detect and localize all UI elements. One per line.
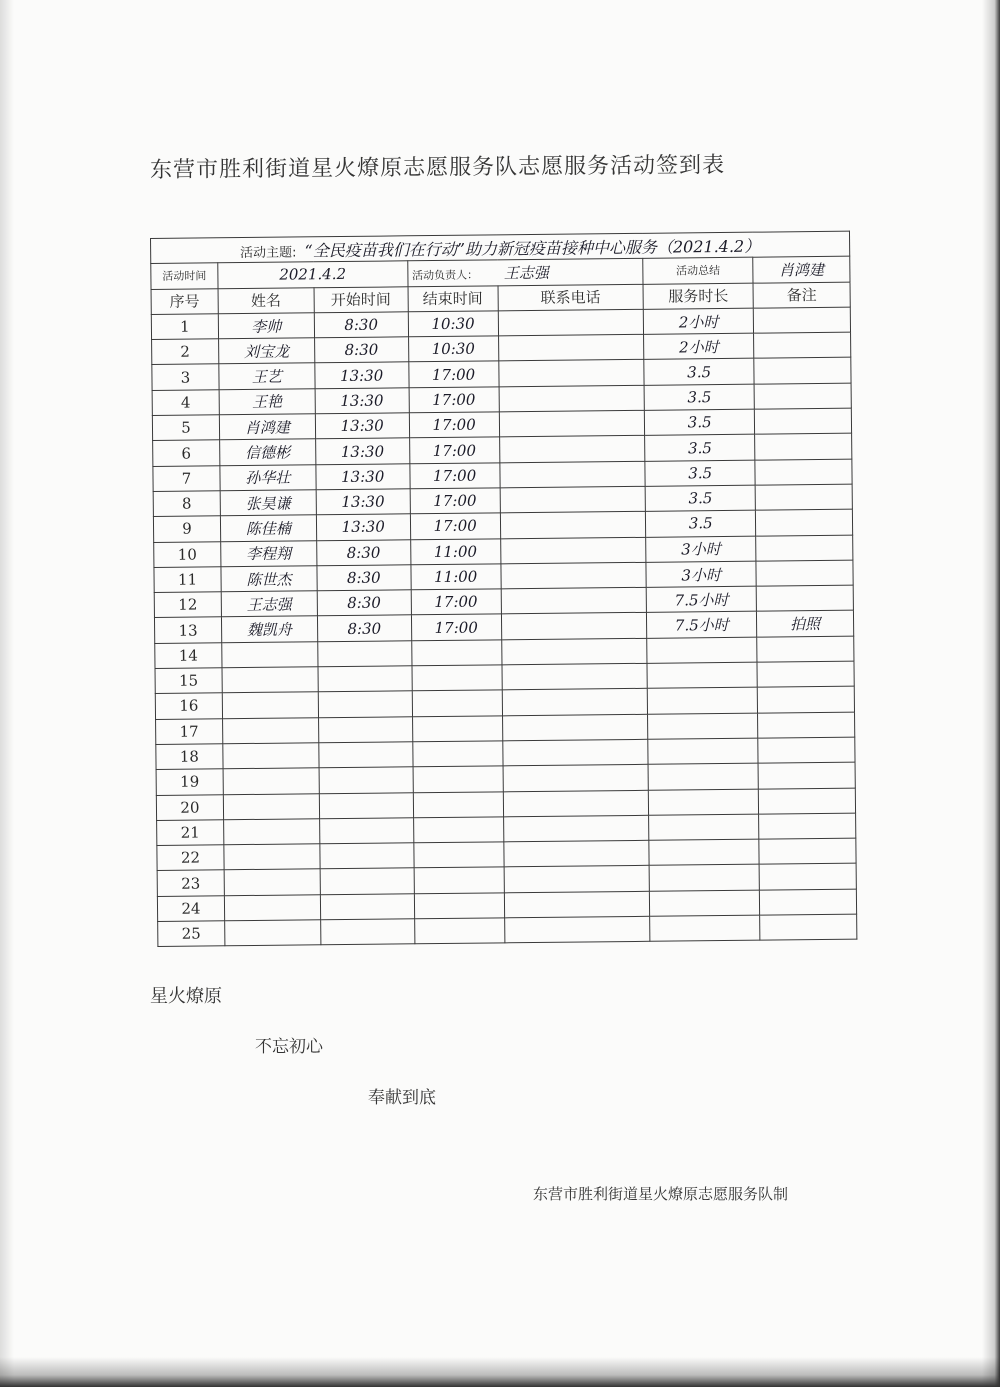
start-time: 13:30 (341, 517, 385, 537)
contact-phone-cell (500, 562, 646, 589)
remark-cell (754, 332, 851, 358)
end-time: 17:00 (433, 491, 477, 511)
service-duration-cell (645, 435, 755, 461)
remark-cell (756, 509, 853, 535)
end-time-cell (409, 437, 499, 463)
start-time-cell (316, 489, 410, 515)
volunteer-name-cell (220, 515, 316, 541)
contact-phone-cell (498, 335, 644, 362)
row-number: 11 (177, 570, 198, 589)
slogan-original-aspiration: 不忘初心 (255, 1037, 323, 1057)
volunteer-name-cell (219, 414, 315, 440)
row-number-cell (154, 541, 221, 567)
service-duration-cell (649, 865, 759, 891)
service-duration: 3小时 (681, 540, 721, 559)
service-duration: 3.5 (687, 362, 712, 382)
end-time-cell (413, 817, 503, 843)
row-number-cell (157, 845, 224, 871)
start-time-cell (314, 337, 408, 363)
service-duration: 3.5 (687, 438, 712, 457)
end-time: 11:00 (433, 542, 478, 561)
end-time: 17:00 (432, 466, 477, 485)
remark-cell (758, 788, 855, 814)
row-number: 25 (181, 924, 201, 943)
header-end: 结束时间 (408, 285, 498, 311)
service-duration: 2小时 (679, 337, 719, 357)
end-time-cell (414, 918, 504, 944)
volunteer-name: 王艳 (251, 393, 283, 412)
end-time-cell (413, 766, 503, 792)
end-time: 10:30 (431, 314, 475, 334)
volunteer-name-cell (219, 363, 315, 389)
volunteer-name-cell (222, 642, 318, 668)
service-duration-cell (644, 359, 754, 385)
topic-value: “全民疫苗我们在行动”助力新冠疫苗接种中心服务（2021.4.2） (304, 236, 761, 261)
row-number: 17 (179, 722, 199, 741)
slogan-spark: 星火燎原 (150, 986, 222, 1007)
remark-cell (757, 636, 854, 662)
volunteer-name: 肖鸿建 (244, 418, 290, 437)
remark-cell (754, 408, 851, 434)
volunteer-name-cell (218, 338, 314, 364)
volunteer-name: 信德彬 (244, 443, 291, 463)
leader-label: 活动负责人： (411, 268, 479, 283)
end-time: 17:00 (432, 441, 477, 460)
start-time: 8:30 (344, 315, 379, 335)
end-time-cell (413, 791, 503, 817)
volunteer-name: 孙华壮 (245, 468, 291, 488)
leader-value: 王志强 (503, 263, 549, 283)
row-number: 7 (181, 469, 192, 488)
remark-cell (758, 762, 855, 788)
row-number-cell (155, 668, 222, 694)
volunteer-name-cell (220, 464, 316, 490)
start-time-cell (319, 792, 413, 818)
service-duration-cell (644, 308, 754, 334)
row-number: 8 (181, 494, 192, 513)
paper-edge-left (0, 0, 14, 1387)
service-duration-cell (647, 612, 757, 638)
contact-phone-cell (498, 309, 644, 336)
contact-phone-cell (504, 866, 650, 893)
service-duration: 3.5 (687, 388, 712, 407)
row-number-cell (152, 415, 219, 441)
start-time: 8:30 (346, 543, 381, 562)
volunteer-name: 魏凯舟 (246, 620, 293, 640)
service-duration-cell (649, 789, 759, 815)
remark-cell (754, 383, 851, 409)
start-time-cell (317, 590, 411, 616)
contact-phone-cell (502, 739, 648, 766)
start-time-cell (316, 539, 410, 565)
row-number-cell (157, 870, 224, 896)
row-number-cell (155, 693, 222, 719)
header-phone: 联系电话 (498, 284, 644, 311)
volunteer-name-cell (223, 743, 319, 769)
volunteer-name-cell (220, 490, 316, 516)
service-duration-cell (645, 409, 755, 435)
summary-value: 肖鸿建 (778, 260, 825, 280)
row-number-cell (156, 718, 223, 744)
end-time-cell (408, 311, 498, 337)
service-duration-cell (648, 713, 758, 739)
contact-phone-cell (503, 790, 649, 817)
service-duration-cell (644, 333, 754, 359)
service-duration: 3小时 (681, 565, 722, 584)
contact-phone-cell (498, 360, 644, 387)
contact-phone-cell (501, 638, 647, 665)
contact-phone-cell (504, 891, 650, 918)
start-time: 13:30 (341, 492, 385, 512)
end-time: 17:00 (433, 517, 477, 536)
end-time: 17:00 (434, 618, 478, 637)
start-time-cell (319, 742, 413, 768)
row-number-cell (153, 465, 220, 491)
remark-cell (757, 686, 854, 712)
end-time-cell (410, 488, 500, 514)
service-duration: 2小时 (678, 312, 719, 331)
row-number: 5 (181, 418, 191, 437)
remark-cell (757, 661, 854, 687)
row-number: 4 (180, 393, 191, 412)
row-number-cell (157, 895, 224, 921)
remark: 拍照 (790, 615, 821, 634)
remark-cell (753, 307, 850, 333)
time-label: 活动时间 (162, 269, 207, 284)
start-time-cell (319, 767, 413, 793)
volunteer-name: 陈佳楠 (245, 519, 291, 538)
end-time: 10:30 (431, 339, 475, 359)
service-duration-cell (649, 814, 759, 840)
end-time: 17:00 (432, 415, 476, 435)
service-duration: 7.5小时 (674, 590, 729, 610)
start-time: 13:30 (340, 442, 385, 461)
time-value: 2021.4.2 (279, 265, 347, 285)
contact-phone-cell (499, 385, 645, 412)
start-time: 8:30 (347, 593, 381, 613)
end-time-cell (410, 463, 500, 489)
service-duration-cell (644, 384, 754, 410)
contact-phone-cell (501, 613, 647, 640)
start-time-cell (320, 919, 414, 945)
row-number-cell (151, 314, 218, 340)
header-seq: 序号 (151, 288, 218, 314)
contact-phone-cell (503, 815, 649, 842)
start-time-cell (318, 691, 412, 717)
volunteer-name-cell (222, 667, 318, 693)
volunteer-name-cell (224, 844, 320, 870)
row-number-cell (157, 820, 224, 846)
service-duration-cell (650, 890, 760, 916)
row-number: 6 (181, 444, 192, 463)
service-duration: 3.5 (688, 489, 713, 508)
header-name: 姓名 (218, 287, 314, 313)
leader-cell (407, 259, 643, 287)
start-time-cell (316, 463, 410, 489)
remark-cell (757, 611, 854, 637)
service-duration: 3.5 (688, 463, 713, 483)
row-number-cell (156, 794, 223, 820)
row-number-cell (154, 567, 221, 593)
end-time-cell (411, 614, 501, 640)
start-time-cell (318, 666, 412, 692)
end-time-cell (411, 564, 501, 590)
row-number-cell (154, 592, 221, 618)
end-time-cell (408, 336, 498, 362)
slogan-dedication: 奉献到底 (368, 1088, 436, 1108)
service-duration-cell (650, 915, 760, 941)
header-duration: 服务时长 (643, 283, 753, 309)
volunteer-name-cell (222, 717, 318, 743)
remark-cell (759, 889, 856, 915)
volunteer-name-cell (220, 439, 316, 465)
service-duration-cell (645, 485, 755, 511)
volunteer-name: 李帅 (251, 317, 282, 336)
contact-phone-cell (500, 512, 646, 539)
service-duration-cell (648, 738, 758, 764)
end-time-cell (410, 513, 500, 539)
volunteer-name-cell (223, 793, 319, 819)
end-time-cell (414, 893, 504, 919)
service-duration-cell (648, 763, 758, 789)
row-number: 18 (179, 747, 200, 766)
service-duration-cell (646, 510, 756, 536)
start-time-cell (319, 818, 413, 844)
row-number-cell (154, 617, 221, 643)
volunteer-name-cell (223, 768, 319, 794)
row-number: 2 (180, 342, 191, 362)
end-time: 17:00 (432, 390, 476, 409)
start-time: 13:30 (340, 467, 385, 486)
start-time-cell (317, 565, 411, 591)
end-time-cell (409, 387, 499, 413)
row-number-cell (156, 769, 223, 795)
row-number: 22 (180, 848, 201, 867)
remark-cell (760, 914, 857, 940)
contact-phone-cell (502, 663, 648, 690)
remark-cell (758, 712, 855, 738)
end-time-cell (412, 741, 502, 767)
row-number: 15 (178, 671, 199, 690)
start-time: 8:30 (346, 568, 381, 587)
contact-phone-cell (499, 436, 645, 463)
end-time-cell (414, 867, 504, 893)
remark-cell (754, 358, 851, 384)
row-number: 10 (177, 545, 197, 564)
remark-cell (759, 813, 856, 839)
volunteer-name-cell (221, 566, 317, 592)
remark-cell (759, 864, 856, 890)
summary-label-cell (643, 257, 753, 283)
volunteer-name-cell (218, 313, 314, 339)
summary-label: 活动总结 (676, 264, 721, 278)
remark-cell (758, 737, 855, 763)
end-time-cell (412, 715, 502, 741)
end-time-cell (408, 361, 498, 387)
service-duration-cell (648, 688, 758, 714)
volunteer-name-cell (225, 920, 321, 946)
contact-phone-cell (502, 714, 648, 741)
service-duration: 3.5 (687, 413, 712, 432)
time-value-cell (218, 261, 408, 288)
row-number-cell (155, 643, 222, 669)
remark-cell (755, 459, 852, 485)
signin-table (150, 231, 857, 948)
start-time-cell (316, 514, 410, 540)
service-duration: 3.5 (688, 514, 713, 533)
remark-cell (755, 484, 852, 510)
contact-phone-cell (501, 587, 647, 614)
service-duration-cell (649, 839, 759, 865)
end-time: 17:00 (434, 592, 478, 612)
start-time-cell (320, 843, 414, 869)
row-number-cell (158, 921, 225, 947)
row-number: 3 (180, 368, 191, 387)
volunteer-name-cell (224, 819, 320, 845)
contact-phone-cell (499, 461, 645, 488)
remark-cell (756, 560, 853, 586)
start-time: 13:30 (340, 391, 384, 410)
volunteer-name: 王艺 (251, 367, 282, 387)
contact-phone-cell (500, 537, 646, 564)
row-number-cell (152, 390, 219, 416)
start-time-cell (317, 641, 411, 667)
row-number: 23 (181, 874, 201, 893)
contact-phone-cell (504, 916, 650, 943)
volunteer-name: 李程翔 (246, 544, 292, 564)
service-duration-cell (647, 662, 757, 688)
start-time-cell (314, 312, 408, 338)
service-duration: 7.5小时 (674, 616, 729, 635)
end-time-cell (409, 412, 499, 438)
volunteer-name-cell (221, 616, 317, 642)
header-start: 开始时间 (314, 286, 408, 312)
start-time-cell (315, 388, 409, 414)
volunteer-name-cell (219, 389, 315, 415)
volunteer-name-cell (224, 894, 320, 920)
service-duration-cell (645, 460, 755, 486)
contact-phone-cell (503, 840, 649, 867)
row-number: 1 (180, 317, 190, 336)
end-time-cell (411, 589, 501, 615)
start-time: 13:30 (340, 416, 384, 436)
volunteer-name: 陈世杰 (246, 570, 292, 589)
end-time-cell (411, 640, 501, 666)
row-number-cell (156, 744, 223, 770)
end-time-cell (410, 538, 500, 564)
service-duration-cell (646, 536, 756, 562)
volunteer-name: 刘宝龙 (243, 342, 290, 361)
contact-phone-cell (500, 486, 646, 513)
issuer-line: 东营市胜利街道星火燎原志愿服务队制 (533, 1185, 789, 1203)
row-number-cell (152, 364, 219, 390)
remark-cell (759, 838, 856, 864)
end-time-cell (412, 665, 502, 691)
header-note: 备注 (753, 282, 850, 308)
volunteer-name: 张昊谦 (245, 494, 291, 513)
paper-edge-bottom (0, 1357, 1000, 1387)
service-duration-cell (646, 561, 756, 587)
signin-sheet (150, 231, 857, 948)
end-time-cell (412, 690, 502, 716)
start-time: 8:30 (347, 619, 382, 638)
contact-phone-cell (503, 765, 649, 792)
row-number: 14 (178, 646, 198, 665)
volunteer-name-cell (221, 591, 317, 617)
row-number: 19 (180, 772, 200, 792)
row-number: 20 (180, 798, 200, 817)
start-time-cell (318, 716, 412, 742)
topic-label: 活动主题: (240, 245, 297, 261)
row-number: 12 (178, 595, 198, 615)
contact-phone-cell (499, 410, 645, 437)
row-number-cell (153, 440, 220, 466)
remark-cell (756, 535, 853, 561)
volunteer-name-cell (221, 540, 317, 566)
end-time: 11:00 (433, 567, 478, 587)
contact-phone-cell (502, 689, 648, 716)
start-time-cell (320, 868, 414, 894)
row-number-cell (152, 339, 219, 365)
start-time-cell (315, 413, 409, 439)
start-time: 13:30 (339, 366, 384, 385)
row-number: 16 (179, 697, 199, 716)
row-number: 13 (178, 621, 198, 640)
row-number: 24 (181, 899, 201, 918)
start-time-cell (317, 615, 411, 641)
start-time-cell (320, 893, 414, 919)
row-number-cell (153, 516, 220, 542)
document-title: 东营市胜利街道星火燎原志愿服务队志愿服务活动签到表 (149, 152, 726, 183)
start-time-cell (315, 362, 409, 388)
volunteer-name: 王志强 (246, 595, 292, 614)
remark-cell (756, 585, 853, 611)
time-label-cell (151, 263, 218, 289)
paper-edge-right (982, 0, 1000, 1387)
volunteer-name-cell (224, 869, 320, 895)
remark-cell (755, 434, 852, 460)
service-duration-cell (647, 637, 757, 663)
summary-value-cell (753, 256, 850, 282)
volunteer-name-cell (222, 692, 318, 718)
end-time-cell (414, 842, 504, 868)
row-number: 21 (180, 823, 200, 842)
end-time: 17:00 (431, 365, 476, 384)
start-time-cell (315, 438, 409, 464)
row-number: 9 (182, 519, 192, 539)
row-number-cell (153, 491, 220, 517)
service-duration-cell (646, 586, 756, 612)
start-time: 8:30 (344, 340, 379, 360)
